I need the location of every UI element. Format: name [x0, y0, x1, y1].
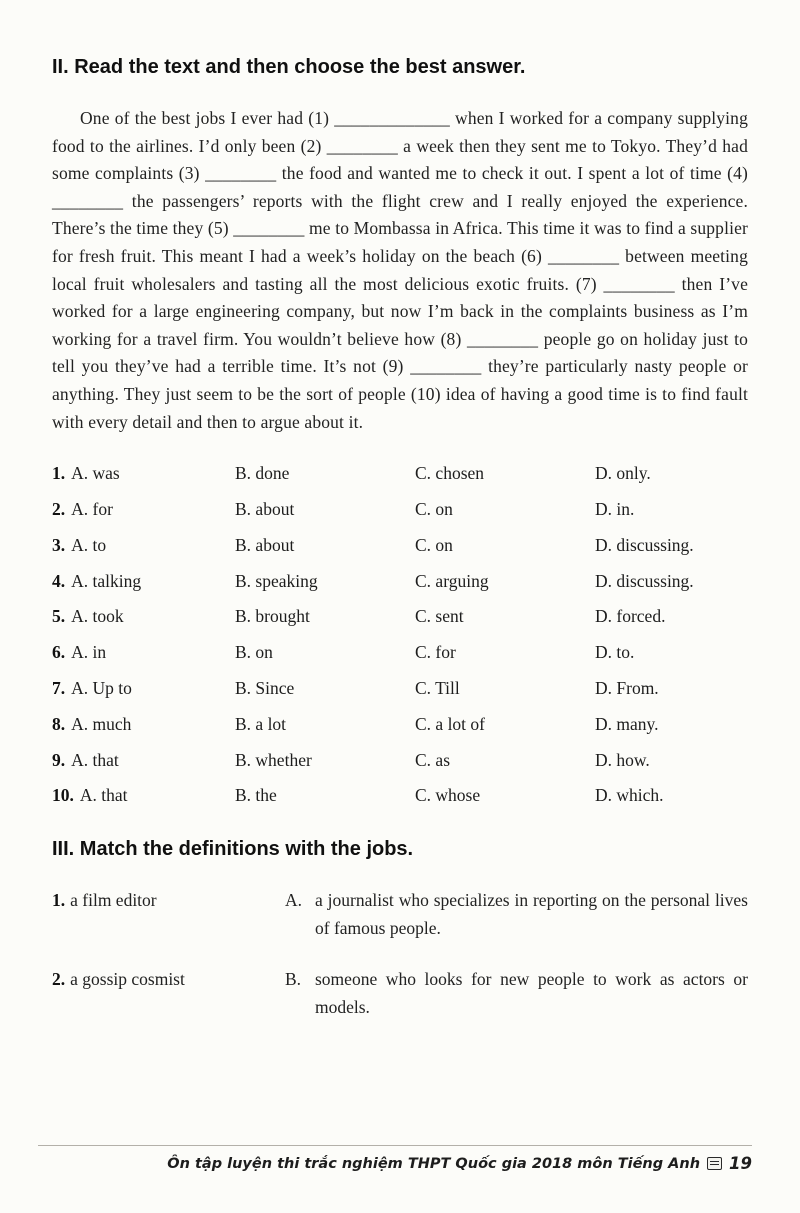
question-row — [52, 671, 748, 707]
option-d: D. to. — [595, 642, 635, 663]
question-number: 7. — [52, 677, 66, 698]
option-a: 5. A. took — [52, 606, 124, 627]
option-b: B. speaking — [235, 570, 318, 591]
option-a: 8. A. much — [52, 713, 132, 734]
option-a: 3. A. to — [52, 534, 107, 555]
job-term: 2. a gossip cosmist — [52, 969, 185, 990]
question-number: 2. — [52, 498, 66, 519]
cloze-passage: One of the best jobs I ever had (1) _____________ when I worked for a company supplying food to the airlines. I’d only been (2) ________ a week then they sent me to Tokyo. They’d had some complaints (3) ________ the food and wanted me to check it out. I spent a lot of time (4) ________ the passengers’ reports with the flight crew and I really enjoyed the experience. There’s the time they (5) ________ me to Mombassa in Africa. This time it was to find a supplier for fresh fruit. This meant I had a week’s holiday on the beach (6) ________ between meeting local fruit wholesalers and tasting all the most delicious exotic fruits. (7) ________ then I’ve worked for a large engineering company, but now I’m back in the complaints business as I’m working for a travel firm. You wouldn’t believe how (8) ________ people go on holiday just to tell you they’ve had a terrible time. It’s not (9) ________ they’re particularly nasty people or anything. They just seem to be the sort of people (10) idea of having a good time is to find fault with every detail and then to argue about it. — [52, 108, 748, 432]
option-d: D. many. — [595, 713, 659, 734]
question-row — [52, 743, 748, 779]
job-term: 1. a film editor — [52, 890, 157, 911]
question-row — [52, 528, 748, 564]
matching-item — [52, 887, 748, 942]
book-icon — [707, 1157, 722, 1170]
option-c: C. sent — [415, 606, 464, 627]
footer-title: Ôn tập luyện thi trắc nghiệm THPT Quốc gia 2018 môn Tiếng Anh — [167, 1155, 701, 1172]
definition-text: a journalist who specializes in reporting on the personal lives of famous people. — [315, 890, 748, 938]
question-row — [52, 778, 748, 814]
question-number: 3. — [52, 534, 66, 555]
question-number: 6. — [52, 642, 66, 663]
definition-letter: B. — [285, 969, 302, 990]
option-d: D. forced. — [595, 606, 666, 627]
question-number: 4. — [52, 570, 66, 591]
option-d: D. From. — [595, 677, 659, 698]
option-d: D. which. — [595, 785, 664, 806]
option-d: D. how. — [595, 749, 650, 770]
question-number: 8. — [52, 713, 66, 734]
option-b: B. about — [235, 498, 295, 519]
option-c: C. whose — [415, 785, 481, 806]
option-c: C. on — [415, 534, 453, 555]
option-d: D. in. — [595, 498, 635, 519]
section2-heading: II. Read the text and then choose the best answer. — [52, 56, 526, 78]
option-b: B. done — [235, 463, 290, 484]
option-c: C. for — [415, 642, 456, 663]
option-a: 4. A. talking — [52, 570, 142, 591]
option-a: 2. A. for — [52, 498, 113, 519]
option-b: B. a lot — [235, 713, 287, 734]
matching-item — [52, 966, 748, 1021]
page-footer — [38, 1145, 752, 1173]
option-a: 9. A. that — [52, 749, 119, 770]
question-number: 9. — [52, 749, 66, 770]
definition-letter: A. — [285, 890, 303, 911]
term-number: 1. — [52, 890, 66, 911]
question-number: 5. — [52, 606, 66, 627]
option-c: C. arguing — [415, 570, 489, 591]
matching-list — [52, 887, 748, 1021]
option-c: C. on — [415, 498, 453, 519]
option-a: 10. A. that — [52, 785, 128, 806]
question-row — [52, 492, 748, 528]
option-d: D. discussing. — [595, 534, 694, 555]
option-b: B. the — [235, 785, 277, 806]
option-a: 6. A. in — [52, 642, 107, 663]
option-d: D. only. — [595, 463, 651, 484]
section3-heading: III. Match the definitions with the jobs. — [52, 838, 414, 861]
option-d: D. discussing. — [595, 570, 694, 591]
multiple-choice-list — [52, 456, 748, 814]
job-definition — [285, 887, 748, 942]
question-row — [52, 564, 748, 600]
option-c: C. Till — [415, 677, 460, 698]
option-b: B. brought — [235, 606, 310, 627]
question-row — [52, 635, 748, 671]
option-b: B. on — [235, 642, 273, 663]
definition-text: someone who looks for new people to work as actors or models. — [315, 969, 748, 1017]
option-a: 7. A. Up to — [52, 677, 132, 698]
option-c: C. as — [415, 749, 450, 770]
option-b: B. Since — [235, 677, 295, 698]
option-c: C. chosen — [415, 463, 485, 484]
option-a: 1. A. was — [52, 463, 120, 484]
option-c: C. a lot of — [415, 713, 485, 734]
term-number: 2. — [52, 969, 66, 990]
page-number: 19 — [729, 1154, 752, 1173]
question-number: 10. — [52, 785, 74, 806]
option-b: B. about — [235, 534, 295, 555]
job-definition — [285, 966, 748, 1021]
option-b: B. whether — [235, 749, 312, 770]
question-row — [52, 599, 748, 635]
question-row — [52, 456, 748, 492]
question-row — [52, 707, 748, 743]
question-number: 1. — [52, 463, 66, 484]
